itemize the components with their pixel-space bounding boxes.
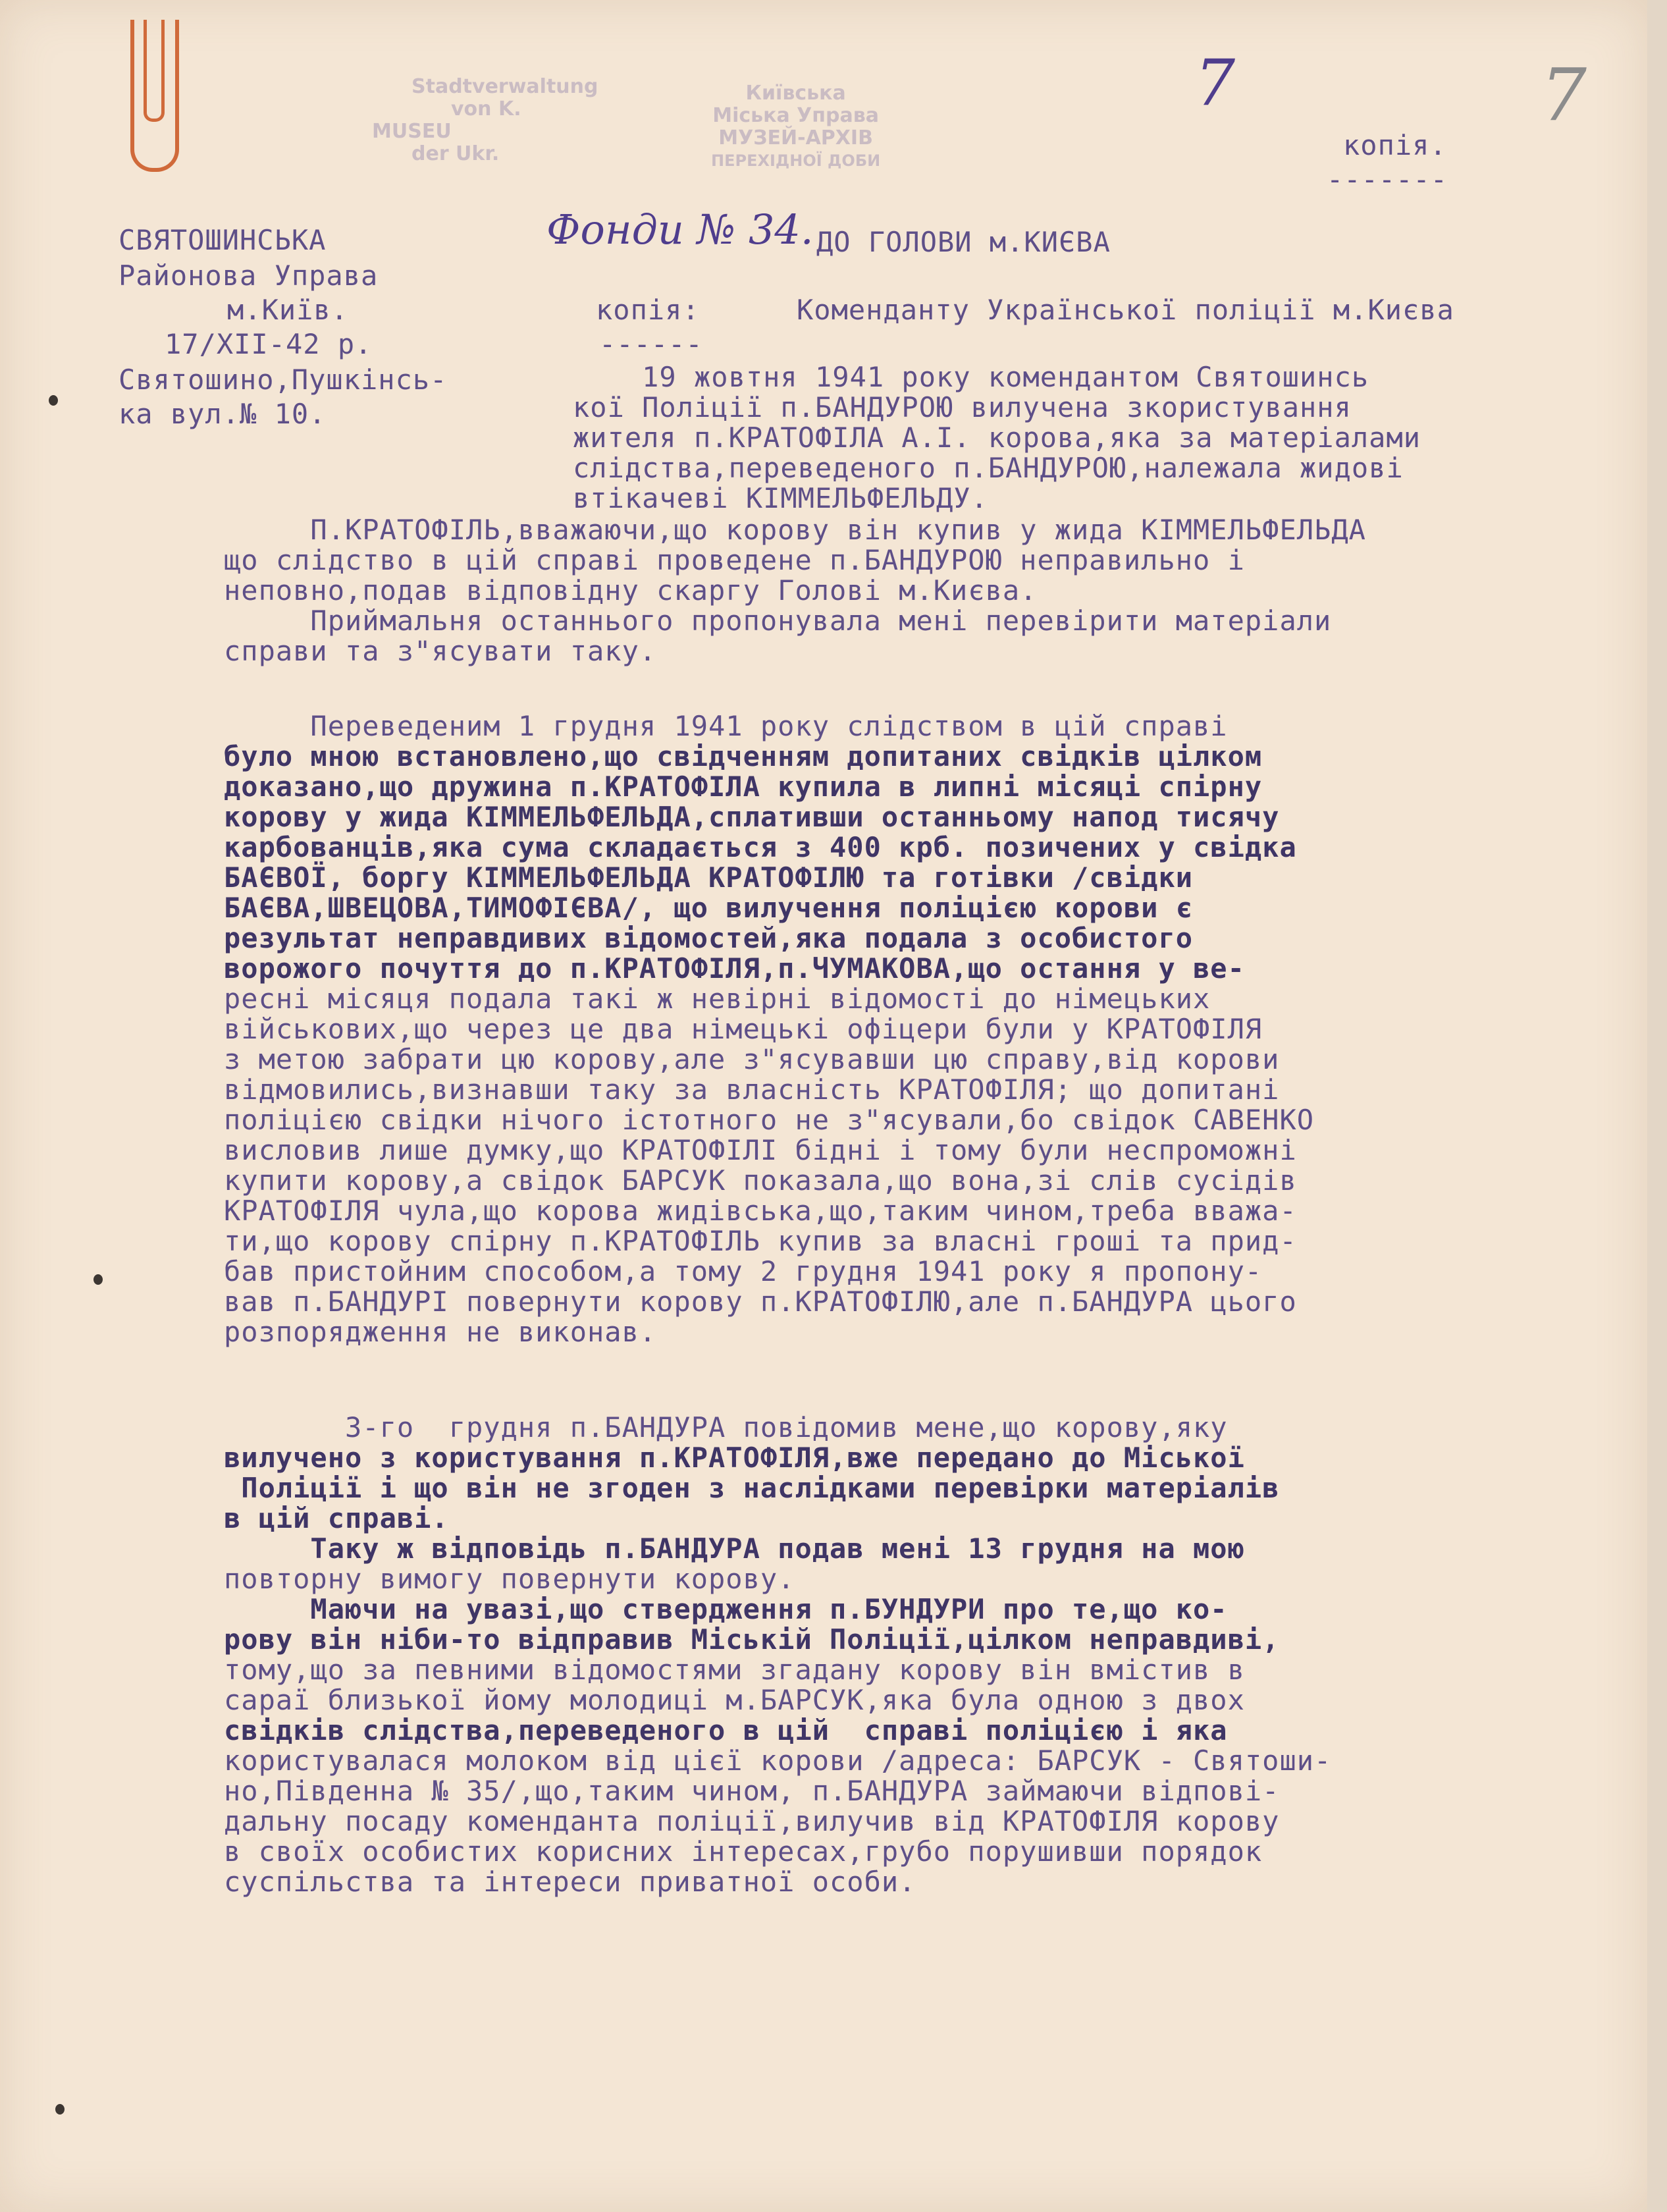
sender-line: СВЯТОШИНСЬКА xyxy=(119,224,327,256)
body-line: но,Південна № 35/,що,таким чином, п.БАНДУРА займаючи відпові- xyxy=(224,1775,1280,1807)
stamp-line: ПЕРЕХІДНОЇ ДОБИ xyxy=(711,151,881,170)
punch-hole xyxy=(49,395,58,406)
body-line: дальну посаду коменданта поліції,вилучив від КРАТОФІЛЯ корову xyxy=(224,1805,1280,1837)
body-line: ворожого почуття до п.КРАТОФІЛЯ,п.ЧУМАКОВА,що остання у ве- xyxy=(224,952,1245,985)
body-line: в цій справі. xyxy=(224,1502,449,1534)
body-line: кої Поліції п.БАНДУРОЮ вилучена зкористування xyxy=(573,391,1352,423)
copy-mark: копія. xyxy=(1343,129,1447,161)
paper-clip-inner xyxy=(144,20,165,122)
stamp-line: MUSEU xyxy=(372,120,452,143)
sender-line: Святошино,Пушкінсь- xyxy=(119,364,448,396)
ukrainian-stamp xyxy=(711,82,880,172)
body-line: вилучено з користування п.КРАТОФІЛЯ,вже передано до Міської xyxy=(224,1442,1245,1474)
body-line: жителя п.КРАТОФІЛА А.І. корова,яка за матеріалами xyxy=(573,421,1421,454)
german-stamp xyxy=(372,75,598,165)
body-line: ти,що корову спірну п.КРАТОФІЛЬ купив за власні гроші та прид- xyxy=(224,1225,1297,1257)
body-line: КРАТОФІЛЯ чула,що корова жидівська,що,таким чином,треба вважа- xyxy=(224,1195,1297,1227)
punch-hole xyxy=(93,1274,103,1285)
copy-recipient: Коменданту Української поліції м.Києва xyxy=(797,294,1454,326)
body-line: доказано,що дружина п.КРАТОФІЛА купила в липні місяці спірну xyxy=(224,770,1263,803)
stamp-line: Stadtverwaltung xyxy=(411,75,598,98)
handwritten-fond-note: Фонди № 34. xyxy=(546,205,814,254)
body-line: Таку ж відповідь п.БАНДУРА подав мені 13 грудня на мою xyxy=(224,1532,1245,1565)
body-line: слідства,переведеного п.БАНДУРОЮ,належала жидові xyxy=(573,452,1404,484)
handwritten-page-number-pencil: 7 xyxy=(1541,53,1587,137)
body-line: справи та з"ясувати таку. xyxy=(224,635,657,667)
body-line: користувалася молоком від цієї корови /адреса: БАРСУК - Святоши- xyxy=(224,1744,1332,1777)
sender-line: Районова Управа xyxy=(119,259,379,292)
body-line: повторну вимогу повернути корову. xyxy=(224,1563,795,1595)
body-line: відмовились,визнавши таку за власність КРАТОФІЛЯ; що допитані xyxy=(224,1073,1280,1106)
body-line: Поліції і що він не згоден з наслідками перевірки матеріалів xyxy=(224,1472,1280,1504)
body-line: П.КРАТОФІЛЬ,вважаючи,що корову він купив у жида КІММЕЛЬФЕЛЬДА xyxy=(224,514,1366,546)
copy-label: копія: xyxy=(596,294,700,326)
body-line: свідків слідства,переведеного в цій справі поліцією і яка xyxy=(224,1714,1228,1746)
sender-line: ка вул.№ 10. xyxy=(119,398,327,430)
body-line: висловив лише думку,що КРАТОФІЛІ бідні і тому були неспроможні xyxy=(224,1134,1297,1166)
body-line: з метою забрати цю корову,але з"ясувавши цю справу,від корови xyxy=(224,1043,1280,1075)
sender-line: м.Київ. xyxy=(227,294,349,326)
body-line: БАЄВОЇ, боргу КІММЕЛЬФЕЛЬДА КРАТОФІЛЮ та готівки /свідки xyxy=(224,861,1194,894)
body-line: бав пристойним способом,а тому 2 грудня 1941 року я пропону- xyxy=(224,1255,1263,1287)
body-line: тому,що за певними відомостями згадану корову він вмістив в xyxy=(224,1654,1245,1686)
body-line: купити корову,а свідок БАРСУК показала,що вона,зі слів сусідів xyxy=(224,1164,1297,1197)
body-line: карбованців,яка сума складається з 400 крб. позичених у свідка xyxy=(224,831,1297,863)
body-line: 19 жовтня 1941 року комендантом Святошинсь xyxy=(573,361,1369,393)
body-line: 3-го грудня п.БАНДУРА повідомив мене,що корову,яку xyxy=(224,1411,1228,1443)
body-line: Приймальня останнього пропонувала мені перевірити матеріали xyxy=(224,605,1332,637)
body-line: в своїх особистих корисних інтересах,грубо порушивши порядок xyxy=(224,1835,1263,1868)
body-line: неповно,подав відповідну скаргу Голові м.Києва. xyxy=(224,574,1038,607)
stamp-line: МУЗЕЙ-АРХІВ xyxy=(718,126,873,149)
body-line: сараї близької йому молодиці м.БАРСУК,яка була одною з двох xyxy=(224,1684,1245,1716)
body-line: БАЄВА,ШВЕЦОВА,ТИМОФІЄВА/, що вилучення поліцією корови є xyxy=(224,892,1194,924)
body-line: корову у жида КІММЕЛЬФЕЛЬДА,сплативши останньому напод тисячу xyxy=(224,801,1280,833)
body-line: результат неправдивих відомостей,яка подала з особистого xyxy=(224,922,1194,954)
body-line: поліцією свідки нічого істотного не з"ясували,бо свідок САВЕНКО xyxy=(224,1104,1315,1136)
recipient-title: ДО ГОЛОВИ м.КИЄВА xyxy=(816,226,1111,258)
copy-label-underline: ------ xyxy=(599,328,703,360)
copy-mark-underline: ------- xyxy=(1327,163,1448,196)
body-line: було мною встановлено,що свідченням допитаних свідків цілком xyxy=(224,740,1263,772)
body-line: Переведеним 1 грудня 1941 року слідством в цій справі xyxy=(224,710,1228,742)
body-line: розпорядження не виконав. xyxy=(224,1316,657,1348)
body-line: військових,що через це два німецькі офіцери були у КРАТОФІЛЯ xyxy=(224,1013,1263,1045)
handwritten-page-number: 7 xyxy=(1195,46,1236,120)
punch-hole xyxy=(55,2104,65,2115)
stamp-line: Міська Управа xyxy=(712,104,879,127)
page-edge xyxy=(1647,0,1667,2212)
body-line: вав п.БАНДУРІ повернути корову п.КРАТОФІЛЮ,але п.БАНДУРА цього xyxy=(224,1285,1297,1318)
sender-line: 17/XII-42 р. xyxy=(165,328,373,360)
body-line: що слідство в цій справі проведене п.БАНДУРОЮ неправильно і xyxy=(224,544,1245,576)
body-line: суспільства та інтереси приватної особи. xyxy=(224,1866,916,1898)
stamp-line: Київська xyxy=(745,82,846,105)
body-line: ресні місяця подала такі ж невірні відомості до німецьких xyxy=(224,983,1211,1015)
body-line: Маючи на увазі,що ствердження п.БУНДУРИ про те,що ко- xyxy=(224,1593,1228,1625)
stamp-line: der Ukr. xyxy=(411,142,500,165)
stamp-line: von K. xyxy=(451,97,521,121)
body-line: втікачеві КІММЕЛЬФЕЛЬДУ. xyxy=(573,482,988,514)
body-line: рову він ніби-то відправив Міській Поліції,цілком неправдиві, xyxy=(224,1623,1280,1656)
